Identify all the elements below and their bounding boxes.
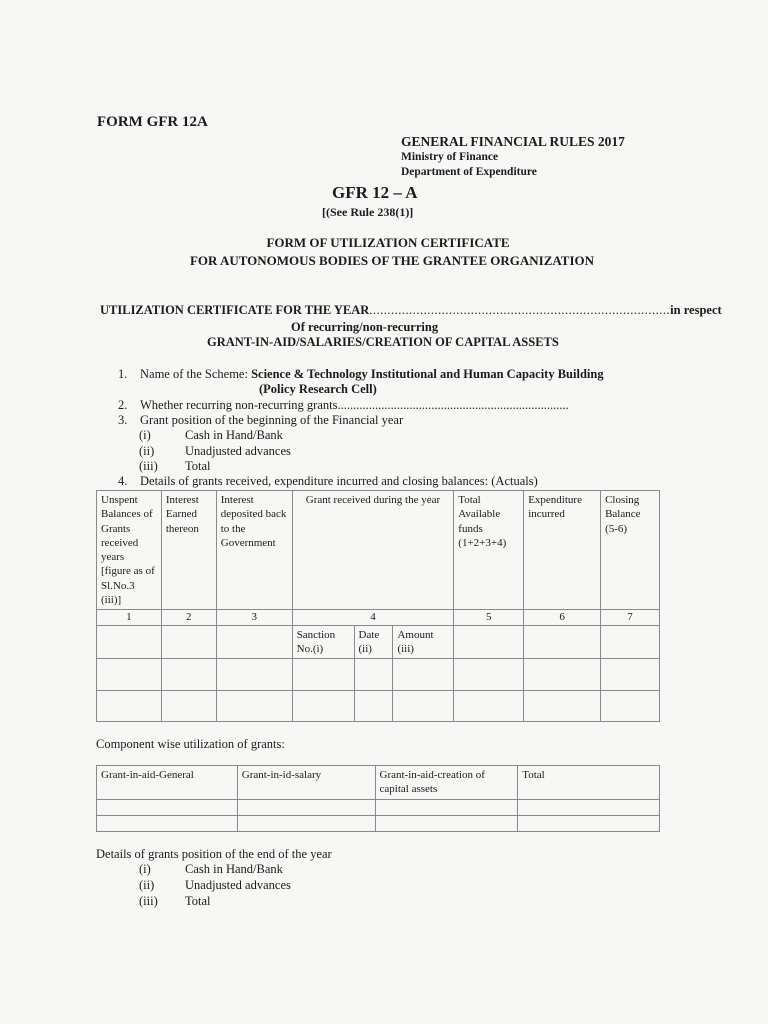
table-cell (393, 659, 454, 691)
table-cell (375, 815, 518, 831)
subheader-date: Date (ii) (354, 625, 393, 659)
table-cell (292, 659, 354, 691)
component-table (96, 765, 660, 832)
table-cell (97, 691, 162, 722)
item-scheme-name (118, 367, 604, 382)
table-cell (237, 799, 375, 815)
table-cell (97, 799, 238, 815)
table-cell (601, 659, 660, 691)
grants-table-number-row (97, 610, 660, 625)
grant-position-sub-3 (139, 459, 211, 474)
table-cell (237, 815, 375, 831)
sub-number: (ii) (139, 878, 155, 892)
header-closing-balance: Closing Balance (5-6) (601, 491, 660, 610)
column-number: 6 (524, 610, 601, 625)
scheme-label: Name of the Scheme: (140, 367, 248, 381)
table-row (97, 659, 660, 691)
certificate-title-line1: FORM OF UTILIZATION CERTIFICATE (266, 235, 510, 250)
recurring-text: Whether recurring non-recurring grants.......................................................................... (140, 398, 569, 412)
sub-text: Total (185, 459, 211, 473)
table-cell (454, 659, 524, 691)
rules-heading: GENERAL FINANCIAL RULES 2017 (401, 134, 625, 149)
item-number: 2. (118, 398, 128, 412)
sub-number: (i) (139, 428, 151, 442)
certificate-title-line2: FOR AUTONOMOUS BODIES OF THE GRANTEE ORGANIZATION (189, 253, 595, 268)
rule-reference: [(See Rule 238(1)] (322, 205, 414, 219)
table-row (97, 799, 660, 815)
column-number: 3 (216, 610, 292, 625)
column-number: 5 (454, 610, 524, 625)
end-position-label: Details of grants position of the end of the year (96, 847, 332, 861)
column-number: 7 (601, 610, 660, 625)
header-interest-earned: Interest Earned thereon (161, 491, 216, 610)
table-cell (161, 625, 216, 659)
sub-text: Unadjusted advances (185, 878, 291, 892)
table-cell (518, 815, 660, 831)
table-cell (161, 659, 216, 691)
header-total-available: Total Available funds (1+2+3+4) (454, 491, 524, 610)
table-cell (524, 625, 601, 659)
sub-number: (i) (139, 862, 151, 876)
header-grant-general: Grant-in-aid-General (97, 766, 238, 800)
utilization-year-label: UTILIZATION CERTIFICATE FOR THE YEAR (100, 303, 370, 317)
sub-number: (iii) (139, 459, 158, 473)
table-cell (354, 659, 393, 691)
grants-table-header-row (97, 491, 660, 610)
table-cell (97, 659, 162, 691)
end-position-sub-1 (139, 862, 283, 877)
utilization-line3: GRANT-IN-AID/SALARIES/CREATION OF CAPITAL ASSETS (207, 335, 559, 349)
utilization-year-blank: ................................................................................... (369, 303, 671, 317)
grant-position-sub-2 (139, 444, 291, 459)
item-recurring (118, 398, 569, 413)
table-cell (524, 691, 601, 722)
table-cell (601, 691, 660, 722)
table-cell (216, 625, 292, 659)
end-position-sub-2 (139, 878, 291, 893)
table-cell (97, 625, 162, 659)
utilization-line2: Of recurring/non-recurring (291, 320, 439, 334)
column-number: 1 (97, 610, 162, 625)
table-row (97, 691, 660, 722)
page-title: GFR 12 – A (332, 183, 418, 202)
details-grants-text: Details of grants received, expenditure incurred and closing balances: (Actuals) (140, 474, 538, 488)
table-cell (354, 691, 393, 722)
subheader-amount: Amount (iii) (393, 625, 454, 659)
table-cell (375, 799, 518, 815)
table-cell (216, 659, 292, 691)
sub-text: Cash in Hand/Bank (185, 862, 283, 876)
table-cell (454, 691, 524, 722)
header-expenditure: Expenditure incurred (524, 491, 601, 610)
subheader-sanction: Sanction No.(i) (292, 625, 354, 659)
column-number: 2 (161, 610, 216, 625)
item-number: 3. (118, 413, 128, 427)
header-interest-deposited: Interest deposited back to the Government (216, 491, 292, 610)
grant-position-text: Grant position of the beginning of the Financial year (140, 413, 404, 427)
table-cell (454, 625, 524, 659)
header-grant-total: Total (518, 766, 660, 800)
grants-table-subheader-row (97, 625, 660, 659)
table-cell (601, 625, 660, 659)
scheme-value-line2: (Policy Research Cell) (259, 382, 377, 396)
utilization-in-respect: in respect (670, 303, 722, 317)
sub-text: Cash in Hand/Bank (185, 428, 283, 442)
column-number: 4 (292, 610, 454, 625)
item-number: 1. (118, 367, 128, 381)
table-cell (161, 691, 216, 722)
grants-table (96, 490, 660, 722)
sub-text: Unadjusted advances (185, 444, 291, 458)
table-cell (393, 691, 454, 722)
table-cell (216, 691, 292, 722)
sub-number: (iii) (139, 894, 158, 908)
table-cell (524, 659, 601, 691)
component-label: Component wise utilization of grants: (96, 737, 285, 751)
grant-position-sub-1 (139, 428, 283, 443)
end-position-sub-3 (139, 894, 211, 909)
table-cell (518, 799, 660, 815)
header-unspent-balances: Unspent Balances of Grants received years [figure as of Sl.No.3 (iii)] (97, 491, 162, 610)
sub-number: (ii) (139, 444, 155, 458)
component-header-row (97, 766, 660, 800)
item-number: 4. (118, 474, 128, 488)
item-grant-position (118, 413, 403, 428)
ministry-heading: Ministry of Finance (401, 151, 499, 163)
form-code: FORM GFR 12A (97, 114, 208, 130)
table-cell (292, 691, 354, 722)
utilization-year-line (100, 303, 722, 318)
table-row (97, 815, 660, 831)
header-grant-capital: Grant-in-aid-creation of capital assets (375, 766, 518, 800)
header-grant-received: Grant received during the year (292, 491, 454, 610)
scheme-value: Science & Technology Institutional and Human Capacity Building (251, 367, 604, 381)
item-details-grants (118, 474, 538, 489)
table-cell (97, 815, 238, 831)
department-heading: Department of Expenditure (401, 166, 537, 178)
header-grant-salary: Grant-in-id-salary (237, 766, 375, 800)
sub-text: Total (185, 894, 211, 908)
